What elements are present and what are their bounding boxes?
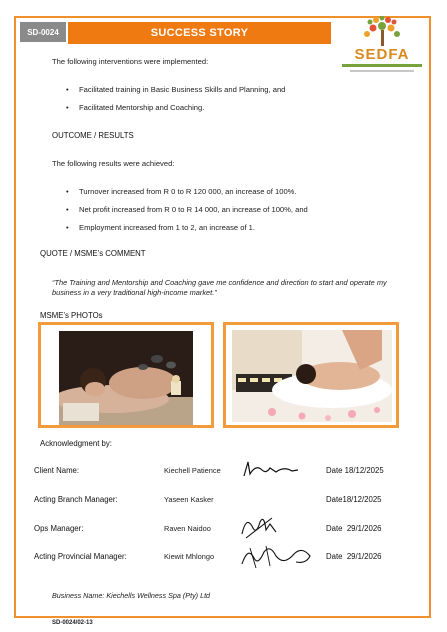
client-quote: “The Training and Mentorship and Coaching gave me confidence and direction to start and operate my business in a very traditional high-income market.” (52, 278, 387, 297)
date-field (326, 466, 384, 475)
signature-mark (236, 540, 320, 570)
date-field (326, 495, 382, 504)
signature-mark (240, 458, 302, 480)
branch-manager-label: Acting Branch Manager: (34, 495, 118, 504)
logo-tagline-bar (350, 70, 414, 72)
signature-mark (236, 512, 282, 542)
spa-photo-left (59, 331, 193, 425)
provincial-manager-value: Kiewit Mhlongo (164, 552, 215, 561)
date-value: 18/12/2025 (344, 466, 384, 475)
list-item: • Turnover increased from R 0 to R 120 000, an increase of 100%. (79, 187, 297, 196)
list-item: • Net profit increased from R 0 to R 14 000, an increase of 100%, and (79, 205, 308, 214)
list-item: • Employment increased from 1 to 2, an increase of 1. (79, 223, 255, 232)
outcome-intro: The following results were achieved: (52, 159, 175, 168)
logo-text: SEDFA (354, 46, 410, 63)
spa-photo-right (232, 330, 392, 422)
footer-code: SD-0024/02-13 (52, 620, 93, 626)
photo-frame-right (223, 322, 399, 428)
quote-heading: QUOTE / MSME’s COMMENT (40, 249, 146, 258)
sedfa-logo (336, 16, 428, 76)
photo-frame-left (38, 322, 214, 428)
date-label: Date (326, 524, 343, 533)
list-item: • Facilitated training in Basic Business Skills and Planning, and (79, 85, 285, 94)
acknowledgment-heading: Acknowledgment by: (40, 439, 112, 448)
provincial-manager-label: Acting Provincial Manager: (34, 552, 127, 561)
branch-manager-value: Yaseen Kasker (164, 495, 214, 504)
date-label: Date (326, 495, 343, 504)
ops-manager-label: Ops Manager: (34, 524, 84, 533)
page-title: SUCCESS STORY (68, 22, 331, 44)
ops-manager-value: Raven Naidoo (164, 524, 211, 533)
tree-icon (336, 16, 428, 48)
client-name-value: Kiechell Patience (164, 466, 221, 475)
date-value: 29/1/2026 (346, 524, 382, 533)
list-item: • Facilitated Mentorship and Coaching. (79, 103, 204, 112)
interventions-intro: The following interventions were implemented: (52, 57, 209, 66)
outcome-heading: OUTCOME / RESULTS (52, 131, 134, 140)
logo-tagline-bar (342, 64, 422, 67)
date-field (326, 524, 382, 533)
business-name: Business Name: Kiechells Wellness Spa (Pty) Ltd (52, 591, 211, 600)
doc-id-badge: SD-0024 (20, 22, 66, 42)
date-value: 29/1/2026 (346, 552, 382, 561)
date-label: Date (326, 466, 343, 475)
photos-heading: MSME’s PHOTOs (40, 311, 103, 320)
client-name-label: Client Name: (34, 466, 80, 475)
date-value: 18/12/2025 (342, 495, 382, 504)
date-field (326, 552, 382, 561)
date-label: Date (326, 552, 343, 561)
